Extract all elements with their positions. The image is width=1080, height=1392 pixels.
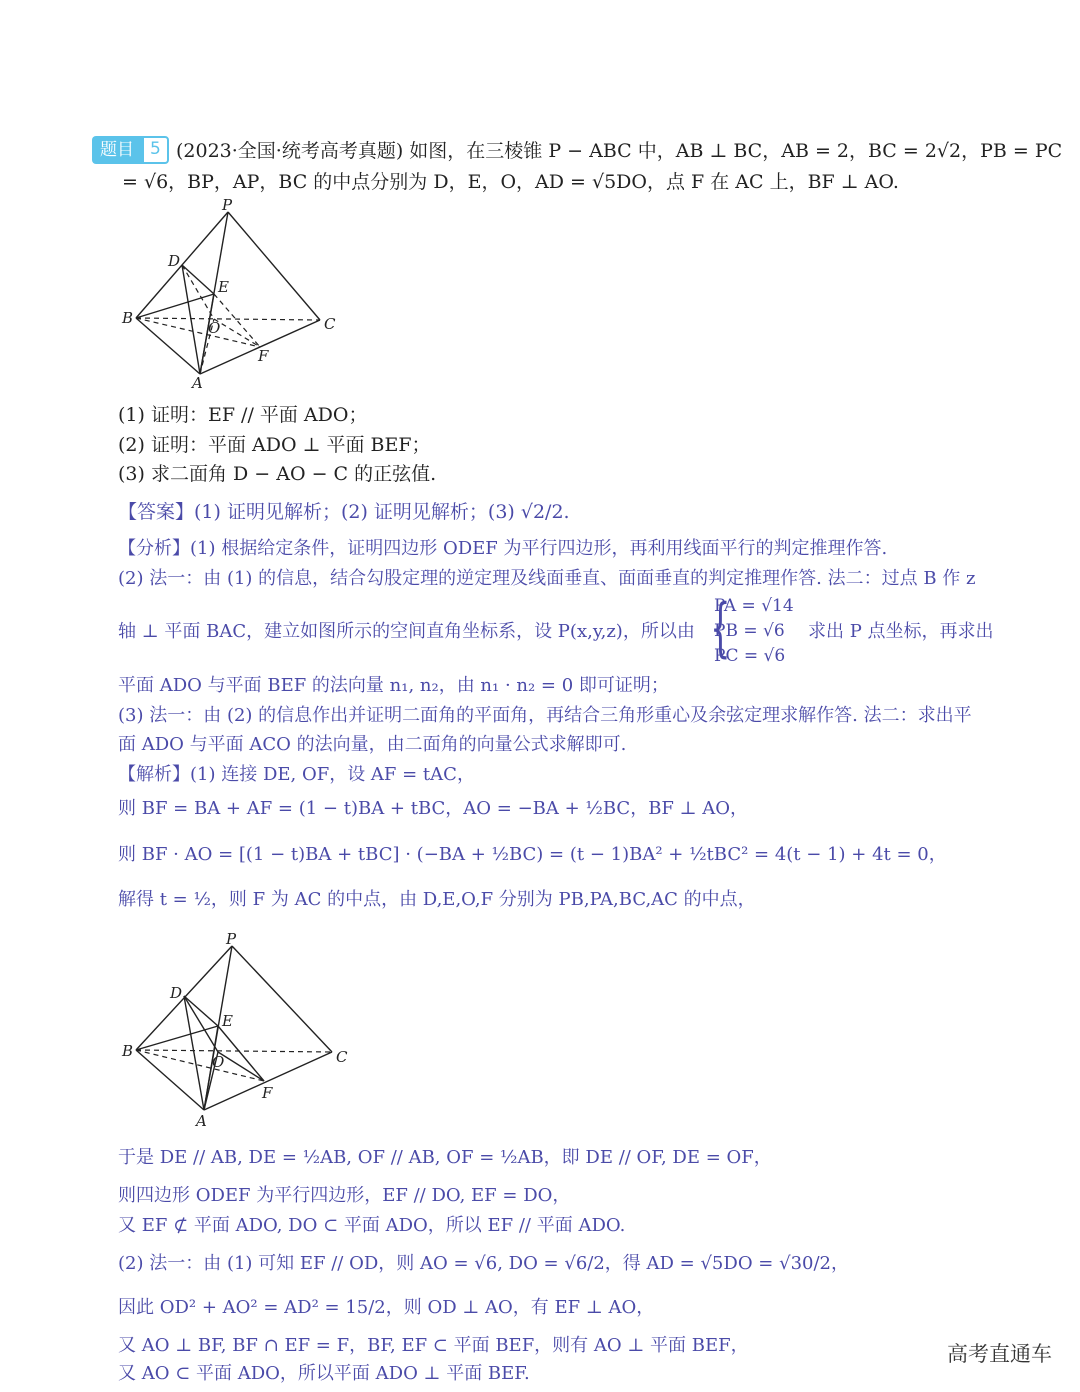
solution2-line-4: (2) 法一：由 (1) 可知 EF // OD，则 AO = √6, DO = √6/2，得 AD = √5DO = √30/2， xyxy=(118,1253,849,1274)
question-1: (1) 证明：EF // 平面 ADO； xyxy=(118,404,368,426)
label2-E: E xyxy=(222,1012,233,1030)
solution-line-2: 则 BF = BA + AF = (1 − t)BA + tBC，AO = −BA + ½BC，BF ⊥ AO， xyxy=(118,798,749,819)
label-P: P xyxy=(222,198,233,214)
solution2-line-6: 又 AO ⊥ BF, BF ∩ EF = F，BF, EF ⊂ 平面 BEF，则有 AO ⊥ 平面 BEF， xyxy=(118,1335,749,1356)
solution2-line-5: 因此 OD² + AO² = AD² = 15/2，则 OD ⊥ AO，有 EF ⊥ AO， xyxy=(118,1297,655,1318)
answer-line: 【答案】(1) 证明见解析；(2) 证明见解析；(3) √2/2. xyxy=(118,501,570,523)
label2-D: D xyxy=(170,984,183,1002)
system-line-3: PC = √6 xyxy=(714,646,786,666)
label2-O: O xyxy=(212,1053,225,1071)
problem-line-1: (2023·全国·统考高考真题) 如图，在三棱锥 P − ABC 中，AB ⊥ BC，AB = 2，BC = 2√2，PB = PC xyxy=(176,140,1063,162)
system-brace: { xyxy=(710,591,731,665)
analysis-line-6: 面 ADO 与平面 ACO 的法向量，由二面角的向量公式求解即可. xyxy=(118,734,627,755)
solution-line-3: 则 BF · AO = [(1 − t)BA + tBC] · (−BA + ½BC) = (t − 1)BA² + ½tBC² = 4(t − 1) + 4t = 0， xyxy=(118,844,947,865)
label-D: D xyxy=(168,252,181,270)
analysis-line-3: 轴 ⊥ 平面 BAC，建立如图所示的空间直角坐标系，设 P(x,y,z)，所以由 xyxy=(118,621,695,642)
problem-badge xyxy=(92,136,169,164)
label2-C: C xyxy=(336,1048,348,1066)
question-2: (2) 证明：平面 ADO ⊥ 平面 BEF； xyxy=(118,434,431,456)
label-E: E xyxy=(218,278,229,296)
label-F: F xyxy=(258,347,269,365)
label2-B: B xyxy=(122,1042,134,1060)
pyramid-figure-1 xyxy=(112,198,352,398)
analysis-line-3b: 求出 P 点坐标，再求出 xyxy=(808,621,994,642)
system-line-1: PA = √14 xyxy=(714,596,794,616)
solution-line-4: 解得 t = ½，则 F 为 AC 的中点，由 D,E,O,F 分别为 PB,PA,BC,AC 的中点， xyxy=(118,889,756,910)
system-line-2: PB = √6 xyxy=(714,621,785,641)
problem-line-2: = √6，BP，AP，BC 的中点分别为 D，E，O，AD = √5DO，点 F 在 AC 上，BF ⊥ AO. xyxy=(122,171,899,193)
label2-F: F xyxy=(262,1084,273,1102)
watermark: 高考直通车 xyxy=(947,1342,1052,1366)
badge-number: 5 xyxy=(142,136,169,164)
solution2-line-1: 于是 DE // AB, DE = ½AB, OF // AB, OF = ½AB，即 DE // OF, DE = OF， xyxy=(118,1147,772,1168)
label-A: A xyxy=(192,374,203,392)
analysis-line-4: 平面 ADO 与平面 BEF 的法向量 n₁, n₂，由 n₁ · n₂ = 0 即可证明； xyxy=(118,675,669,696)
label-B: B xyxy=(122,309,134,327)
label2-A: A xyxy=(196,1112,207,1130)
analysis-line-1: 【分析】(1) 根据给定条件，证明四边形 ODEF 为平行四边形，再利用线面平行的判定推理作答. xyxy=(118,538,888,559)
label2-P: P xyxy=(226,930,237,948)
solution2-line-7: 又 AO ⊂ 平面 ADO，所以平面 ADO ⊥ 平面 BEF. xyxy=(118,1363,530,1384)
question-3: (3) 求二面角 D − AO − C 的正弦值. xyxy=(118,463,437,485)
analysis-line-2: (2) 法一：由 (1) 的信息，结合勾股定理的逆定理及线面垂直、面面垂直的判定推理作答. 法二：过点 B 作 z xyxy=(118,568,976,589)
solution-line-1: 【解析】(1) 连接 DE, OF，设 AF = tAC， xyxy=(118,764,475,785)
label-C: C xyxy=(324,315,336,333)
badge-label: 题目 xyxy=(92,136,142,164)
analysis-line-5: (3) 法一：由 (2) 的信息作出并证明二面角的平面角，再结合三角形重心及余弦定理求解作答. 法二：求出平 xyxy=(118,705,972,726)
solution2-line-3: 又 EF ⊄ 平面 ADO, DO ⊂ 平面 ADO，所以 EF // 平面 ADO. xyxy=(118,1215,626,1236)
solution2-line-2: 则四边形 ODEF 为平行四边形，EF // DO, EF = DO， xyxy=(118,1185,571,1206)
label-O: O xyxy=(208,319,221,337)
pyramid-figure-2 xyxy=(112,928,362,1133)
